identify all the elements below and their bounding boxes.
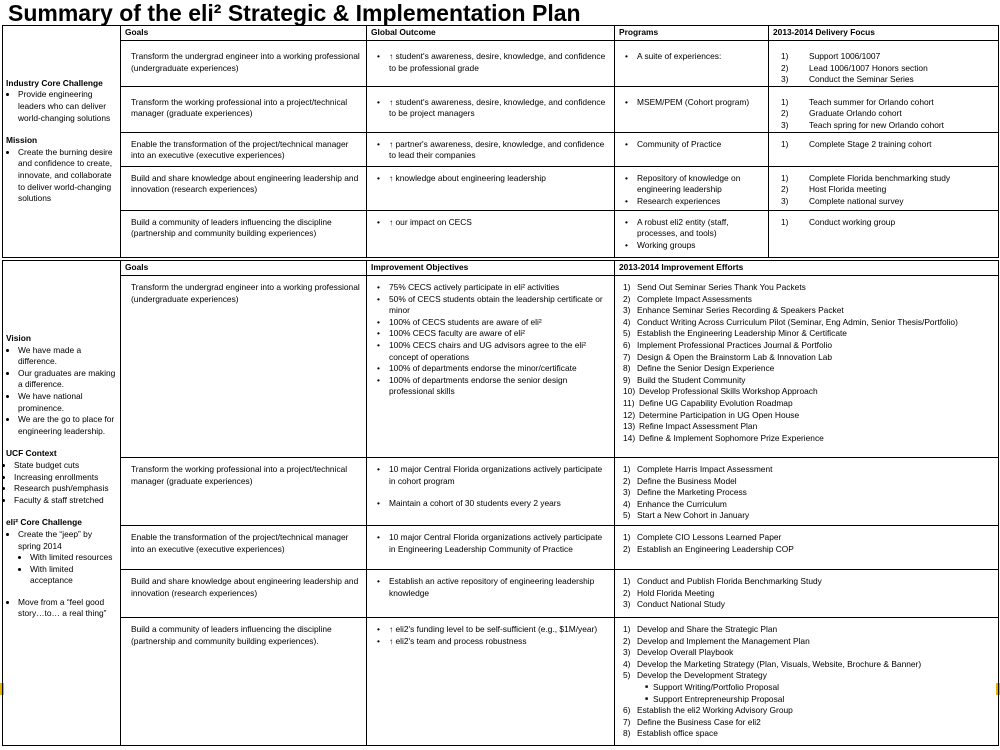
cell-text: 13) [623, 421, 636, 432]
core-challenge-list [6, 529, 117, 552]
cell-text: Build a community of leaders influencing the discipline (partnership and community building experiences) [131, 216, 332, 239]
focus-cell [769, 41, 999, 87]
challenge-list [6, 89, 117, 124]
cell-text: 1) [781, 138, 789, 149]
table-row [3, 132, 999, 166]
table-row [3, 86, 999, 132]
cell-text: Complete Harris Impact Assessment [637, 464, 773, 474]
strategic-plan-table [2, 25, 999, 258]
cell-text: Establish the Engineering Leadership Minor & Certificate [637, 328, 847, 339]
cell-text: • ↑ student's awareness, desire, knowledge, and confidence to be professional grade [381, 51, 610, 74]
table-row [3, 570, 999, 618]
cell-text: Conduct and Publish Florida Benchmarking Study [637, 576, 822, 586]
cell-text: • Maintain a cohort of 30 students every 2 years [381, 498, 610, 510]
mission-list [6, 147, 117, 205]
cell-text: • ↑ eli2's team and process robustness [381, 636, 610, 648]
cell-text: Host Florida meeting [809, 184, 887, 195]
table-row [3, 166, 999, 210]
cell-text: 5) [623, 510, 631, 521]
cell-text: • A suite of experiences: [629, 51, 764, 63]
cell-text: Enable the transformation of the project/technical manager into an executive (executive experiences) [131, 138, 349, 161]
programs-cell [615, 132, 769, 166]
cell-text: 1) [781, 51, 789, 61]
cell-text: Define the Business Case for eli2 [637, 716, 761, 727]
cell-text: 2) [781, 62, 789, 73]
cell-text: 11) [623, 397, 635, 408]
core-challenge-title: eli² Core Challenge [6, 517, 82, 528]
list-item: • Faculty & staff stretched [14, 495, 117, 507]
cell-text: • Repository of knowledge on engineering leadership [629, 173, 764, 196]
goal-cell [121, 526, 367, 570]
list-item: • Increasing enrollments [14, 472, 117, 484]
cell-text: 2) [623, 635, 631, 646]
efforts-cell [615, 458, 999, 526]
outcome-cell [367, 86, 615, 132]
page-title: Summary of the eli² Strategic & Implementation Plan [8, 0, 581, 26]
focus-cell [769, 86, 999, 132]
mission-title: Mission [6, 135, 38, 146]
cell-text: 3) [623, 487, 631, 498]
programs-cell [615, 210, 769, 257]
cell-text: • 10 major Central Florida organizations actively participate in cohort program [381, 464, 610, 487]
cell-text: Support 1006/1007 [809, 51, 881, 61]
cell-text: • ↑ student's awareness, desire, knowledge, and confidence to be project managers [381, 97, 610, 120]
list-item: • Our graduates are making a difference. [18, 368, 117, 391]
goal-cell [121, 41, 367, 87]
table-row [3, 276, 999, 458]
cell-text: Determine Participation in UG Open House [639, 409, 800, 420]
cell-text: 7) [623, 351, 631, 362]
cell-text: Establish an Engineering Leadership COP [637, 543, 794, 554]
cell-text: Establish the eli2 Working Advisory Group [637, 705, 793, 716]
cell-text: Develop Overall Playbook [637, 647, 734, 658]
header-improvement-efforts: 2013-2014 Improvement Efforts [615, 261, 999, 276]
cell-text: 1) [623, 576, 631, 586]
list-item: • We have national prominence. [18, 391, 117, 414]
vision-list [6, 345, 117, 438]
list-item: • Create the burning desire and confidence to create, innovate, and collaborate to deliver world-changing solutions [18, 147, 117, 205]
cell-text: Develop the Marketing Strategy (Plan, Visuals, Website, Brochure & Banner) [637, 658, 922, 669]
cell-text: 1) [623, 282, 631, 292]
cell-text: Develop and Implement the Management Plan [637, 635, 810, 646]
cell-text: Enhance the Curriculum [637, 498, 727, 509]
cell-text: Complete national survey [809, 195, 904, 206]
cell-text: • 100% of CECS students are aware of eli² [381, 317, 610, 329]
outcome-cell [367, 132, 615, 166]
top-side-panel [3, 26, 121, 258]
cell-text: • A robust eli2 entity (staff, processes, and tools) [629, 217, 764, 240]
cell-text: 3) [623, 647, 631, 658]
goal-cell [121, 458, 367, 526]
cell-text: Build and share knowledge about engineering leadership and innovation (research experiences) [131, 576, 359, 598]
goal-cell [121, 166, 367, 210]
efforts-cell [615, 618, 999, 746]
cell-text: 7) [623, 716, 631, 727]
cell-text: ■ Support Writing/Portfolio Proposal [645, 682, 994, 694]
cell-text: Build the Student Community [637, 374, 746, 385]
cell-text: Refine Impact Assessment Plan [639, 421, 758, 432]
objectives-cell [367, 276, 615, 458]
cell-text: 1) [781, 96, 789, 107]
goal-cell [121, 86, 367, 132]
list-item: • State budget cuts [14, 460, 117, 472]
objectives-cell [367, 526, 615, 570]
cell-text: • ↑ partner's awareness, desire, knowledge, and confidence to lead their companies [381, 139, 610, 162]
header-delivery-focus: 2013-2014 Delivery Focus [769, 26, 999, 41]
cell-text: Complete Florida benchmarking study [809, 172, 951, 183]
cell-text: 5) [623, 328, 631, 339]
cell-text: 12) [623, 409, 636, 420]
cell-text: Teach summer for Orlando cohort [809, 96, 934, 107]
cell-text: Implement Professional Practices Journal & Portfolio [637, 339, 833, 350]
cell-text: Transform the working professional into a project/technical manager (graduate experiences) [131, 464, 348, 486]
focus-cell [769, 132, 999, 166]
cell-text: Complete CIO Lessons Learned Paper [637, 532, 782, 542]
focus-cell [769, 166, 999, 210]
table-row [3, 526, 999, 570]
cell-text: 2) [623, 293, 631, 304]
cell-text: 4) [623, 316, 631, 327]
cell-text: 1) [623, 464, 631, 474]
cell-text: • ↑ our impact on CECS [381, 217, 610, 229]
table-row [3, 41, 999, 87]
header-programs: Programs [615, 26, 769, 41]
list-item: • We have made a difference. [18, 345, 117, 368]
objectives-cell [367, 618, 615, 746]
cell-text: • 100% of departments endorse the senior design professional skills [381, 375, 610, 398]
list-item: • Create the “jeep” by spring 2014 [18, 529, 117, 552]
goal-cell [121, 132, 367, 166]
cell-text: 4) [623, 498, 631, 509]
cell-text: 2) [623, 587, 631, 598]
cell-text: 1) [781, 172, 789, 183]
table-row [3, 618, 999, 746]
cell-text: • 50% of CECS students obtain the leadership certificate or minor [381, 294, 610, 317]
cell-text: Graduate Orlando cohort [809, 108, 902, 119]
header-goals: Goals [121, 261, 367, 276]
outcome-cell [367, 41, 615, 87]
cell-text: 2) [623, 543, 631, 554]
efforts-cell [615, 526, 999, 570]
context-list [6, 460, 117, 506]
cell-text: 10) [623, 386, 636, 397]
efforts-sublist [619, 682, 994, 705]
header-improvement-objectives: Improvement Objectives [367, 261, 615, 276]
programs-cell [615, 166, 769, 210]
cell-text: 3) [781, 195, 789, 206]
cell-text: Transform the working professional into a project/technical manager (graduate experiences) [131, 96, 348, 119]
cell-text: 6) [623, 705, 631, 716]
cell-text: 1) [781, 216, 789, 227]
goal-cell [121, 618, 367, 746]
implementation-plan-table [2, 260, 999, 746]
cell-text: Enable the transformation of the project/technical manager into an executive (executive experiences) [131, 532, 349, 554]
cell-text: • 100% CECS faculty are aware of eli² [381, 328, 610, 340]
cell-text: • 100% of departments endorse the minor/certificate [381, 363, 610, 375]
cell-text: Conduct working group [809, 216, 896, 227]
cell-text: 4) [623, 658, 631, 669]
challenge-title: Industry Core Challenge [6, 77, 103, 88]
header-global-outcome: Global Outcome [367, 26, 615, 41]
cell-text: 9) [623, 374, 631, 385]
cell-text: 2) [781, 184, 789, 195]
cell-text: • Community of Practice [629, 139, 764, 151]
cell-text: Define & Implement Sophomore Prize Experience [639, 432, 824, 443]
cell-text: Establish office space [637, 728, 718, 739]
cell-text: 8) [623, 363, 631, 374]
table-row [3, 458, 999, 526]
cell-text: Send Out Seminar Series Thank You Packets [637, 282, 806, 292]
core-challenge-list-2 [6, 597, 117, 620]
cell-text: Transform the undergrad engineer into a working professional (undergraduate experiences) [131, 282, 360, 304]
list-item: • With limited resources [30, 552, 117, 564]
list-item: • Research push/emphasis [14, 483, 117, 495]
list-item: • Provide engineering leaders who can deliver world-changing solutions [18, 89, 117, 124]
cell-text: 5) [623, 670, 631, 681]
cell-text: Conduct the Seminar Series [809, 74, 914, 85]
efforts-cell [615, 570, 999, 618]
vision-title: Vision [6, 333, 31, 343]
cell-text: Build and share knowledge about engineering leadership and innovation (research experiences) [131, 172, 359, 195]
cell-text: Start a New Cohort in January [637, 510, 750, 521]
cell-text: 2) [623, 475, 631, 486]
focus-cell [769, 210, 999, 257]
cell-text: • 100% CECS chairs and UG advisors agree to the eli² concept of operations [381, 340, 610, 363]
cell-text: Develop and Share the Strategic Plan [637, 624, 778, 634]
cell-text: 8) [623, 728, 631, 739]
cell-text: Teach spring for new Orlando cohort [809, 119, 945, 130]
efforts-cell [615, 276, 999, 458]
programs-cell [615, 41, 769, 87]
cell-text: 3) [781, 74, 789, 85]
ucf-context-title: UCF Context [6, 448, 57, 459]
goal-cell [121, 210, 367, 257]
cell-text: Conduct Writing Across Curriculum Pilot (Seminar, Eng Admin, Senior Thesis/Portfolio) [637, 316, 958, 327]
cell-text: Transform the undergrad engineer into a working professional (undergraduate experiences) [131, 51, 360, 73]
cell-text: 6) [623, 339, 631, 350]
cell-text: Define the Senior Design Experience [637, 363, 775, 374]
cell-text: • ↑ knowledge about engineering leadership [381, 173, 610, 185]
cell-text: 3) [623, 599, 631, 610]
bottom-side-panel [3, 261, 121, 746]
cell-text: Build a community of leaders influencing the discipline (partnership and community building experiences). [131, 624, 332, 646]
goal-cell [121, 276, 367, 458]
core-challenge-sublist [6, 552, 117, 587]
cell-text: • Working groups [629, 240, 764, 252]
cell-text: Lead 1006/1007 Honors section [809, 62, 928, 73]
cell-text: ■ Support Entrepreneurship Proposal [645, 694, 994, 706]
objectives-cell [367, 458, 615, 526]
cell-text: • 75% CECS actively participate in eli² activities [381, 282, 610, 294]
outcome-cell [367, 210, 615, 257]
list-item: • Move from a “feel good story…to… a real thing” [18, 597, 117, 620]
cell-text: Define UG Capability Evolution Roadmap [639, 397, 793, 408]
cell-text: Define the Business Model [637, 475, 737, 486]
cell-text: Conduct National Study [637, 599, 725, 610]
cell-text: 1) [623, 624, 631, 634]
cell-text: 1) [623, 532, 631, 542]
cell-text: 2) [781, 108, 789, 119]
outcome-cell [367, 166, 615, 210]
cell-text: 3) [781, 119, 789, 130]
cell-text: • Research experiences [629, 196, 764, 208]
cell-text: • MSEM/PEM (Cohort program) [629, 97, 764, 109]
header-goals: Goals [121, 26, 367, 41]
cell-text: • 10 major Central Florida organizations actively participate in Engineering Leadership Community of Practice [381, 532, 610, 555]
cell-text: Develop Professional Skills Workshop Approach [639, 386, 818, 397]
list-item: • We are the go to place for engineering leadership. [18, 414, 117, 437]
cell-text: Define the Marketing Process [637, 487, 747, 498]
cell-text: Hold Florida Meeting [637, 587, 715, 598]
cell-text: Complete Impact Assessments [637, 293, 752, 304]
cell-text: 3) [623, 305, 631, 316]
programs-cell [615, 86, 769, 132]
cell-text: Complete Stage 2 training cohort [809, 138, 932, 149]
cell-text: Design & Open the Brainstorm Lab & Innovation Lab [637, 351, 833, 362]
goal-cell [121, 570, 367, 618]
cell-text: 14) [623, 432, 636, 443]
table-row [3, 210, 999, 257]
cell-text: Develop the Development Strategy [637, 670, 767, 681]
list-item: • With limited acceptance [30, 564, 117, 587]
cell-text: • Establish an active repository of engineering leadership knowledge [381, 576, 610, 599]
cell-text: Enhance Seminar Series Recording & Speakers Packet [637, 305, 844, 316]
objectives-cell [367, 570, 615, 618]
cell-text: • ↑ eli2's funding level to be self-sufficient (e.g., $1M/year) [381, 624, 610, 636]
